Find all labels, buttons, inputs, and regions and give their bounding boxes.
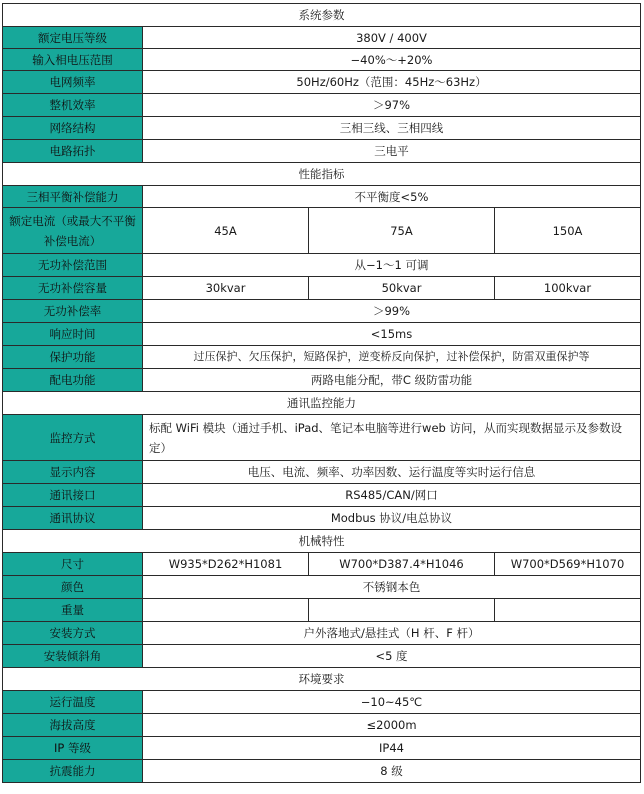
table-row — [3, 277, 641, 300]
row-value: ＞97% — [143, 94, 641, 117]
row-value: IP44 — [143, 737, 641, 760]
table-row — [3, 599, 641, 622]
table-row — [3, 691, 641, 714]
table-row — [3, 117, 641, 140]
table-row — [3, 49, 641, 71]
table-row — [3, 208, 641, 254]
row-value: <15ms — [143, 323, 641, 346]
section-row — [3, 163, 641, 186]
row-value: 50Hz/60Hz（范围：45Hz～63Hz） — [143, 71, 641, 94]
row-label: 网络结构 — [3, 117, 143, 140]
row-label: 额定电压等级 — [3, 27, 143, 49]
table-row — [3, 254, 641, 277]
table-row — [3, 576, 641, 599]
row-value: 过压保护、欠压保护，短路保护，逆变桥反向保护，过补偿保护，防雷双重保护等 — [143, 346, 641, 369]
row-label: IP 等级 — [3, 737, 143, 760]
row-label: 额定电流（或最大不平衡补偿电流） — [3, 208, 143, 254]
table-row — [3, 71, 641, 94]
row-value: 8 级 — [143, 760, 641, 783]
row-value: ＞99% — [143, 300, 641, 323]
row-value: 电压、电流、频率、功率因数、运行温度等实时运行信息 — [143, 461, 641, 484]
section-title-env: 环境要求 — [3, 668, 641, 691]
row-value: −40%～+20% — [143, 49, 641, 71]
table-row — [3, 415, 641, 461]
table-row — [3, 27, 641, 49]
table-row — [3, 622, 641, 645]
row-value: 不平衡度<5% — [143, 186, 641, 208]
row-label: 无功补偿率 — [3, 300, 143, 323]
row-value-model-3 — [495, 599, 641, 622]
row-value: RS485/CAN/网口 — [143, 484, 641, 507]
row-value: ≤2000m — [143, 714, 641, 737]
table-row — [3, 553, 641, 576]
row-value: 从−1～1 可调 — [143, 254, 641, 277]
row-label: 整机效率 — [3, 94, 143, 117]
row-value-model-3: 150A — [495, 208, 641, 254]
row-label: 通讯接口 — [3, 484, 143, 507]
row-value-model-3: 100kvar — [495, 277, 641, 300]
row-label: 海拔高度 — [3, 714, 143, 737]
row-value: 三相三线、三相四线 — [143, 117, 641, 140]
table-row — [3, 186, 641, 208]
table-row — [3, 507, 641, 530]
table-row — [3, 323, 641, 346]
row-label: 保护功能 — [3, 346, 143, 369]
row-label: 安装倾斜角 — [3, 645, 143, 668]
row-label: 颜色 — [3, 576, 143, 599]
row-label: 显示内容 — [3, 461, 143, 484]
spec-table — [2, 3, 641, 783]
row-label: 输入相电压范围 — [3, 49, 143, 71]
table-row — [3, 94, 641, 117]
section-row — [3, 668, 641, 691]
section-title-comm: 通讯监控能力 — [3, 392, 641, 415]
table-row — [3, 714, 641, 737]
row-value: 户外落地式/悬挂式（H 杆、F 杆） — [143, 622, 641, 645]
row-value-model-1: W935*D262*H1081 — [143, 553, 309, 576]
row-value-model-3: W700*D569*H1070 — [495, 553, 641, 576]
table-row — [3, 737, 641, 760]
row-value: 标配 WiFi 模块（通过手机、iPad、笔记本电脑等进行web 访问，从而实现数据显示及参数设定） — [143, 415, 641, 461]
row-label: 运行温度 — [3, 691, 143, 714]
table-row — [3, 346, 641, 369]
table-row — [3, 484, 641, 507]
table-row — [3, 645, 641, 668]
row-label: 抗震能力 — [3, 760, 143, 783]
section-title-performance: 性能指标 — [3, 163, 641, 186]
row-label: 无功补偿容量 — [3, 277, 143, 300]
row-value: 三电平 — [143, 140, 641, 163]
row-label: 无功补偿范围 — [3, 254, 143, 277]
row-label: 尺寸 — [3, 553, 143, 576]
table-row — [3, 760, 641, 783]
row-value: 380V / 400V — [143, 27, 641, 49]
table-row — [3, 461, 641, 484]
row-label: 通讯协议 — [3, 507, 143, 530]
row-label: 电网频率 — [3, 71, 143, 94]
row-label: 监控方式 — [3, 415, 143, 461]
row-value-model-1: 45A — [143, 208, 309, 254]
row-label: 电路拓扑 — [3, 140, 143, 163]
table-row — [3, 300, 641, 323]
row-value: Modbus 协议/电总协议 — [143, 507, 641, 530]
row-value: −10~45℃ — [143, 691, 641, 714]
row-value-model-2: 75A — [309, 208, 495, 254]
row-value-model-2: 50kvar — [309, 277, 495, 300]
row-value: <5 度 — [143, 645, 641, 668]
section-title-system: 系统参数 — [3, 4, 641, 27]
table-row — [3, 369, 641, 392]
row-value-model-1 — [143, 599, 309, 622]
row-label: 重量 — [3, 599, 143, 622]
row-value-model-2: W700*D387.4*H1046 — [309, 553, 495, 576]
section-title-mech: 机械特性 — [3, 530, 641, 553]
section-row — [3, 4, 641, 27]
section-row — [3, 392, 641, 415]
row-value: 不锈钢本色 — [143, 576, 641, 599]
row-label: 响应时间 — [3, 323, 143, 346]
row-value-model-1: 30kvar — [143, 277, 309, 300]
row-label: 配电功能 — [3, 369, 143, 392]
row-value-model-2 — [309, 599, 495, 622]
row-value: 两路电能分配，带C 级防雷功能 — [143, 369, 641, 392]
row-label: 安装方式 — [3, 622, 143, 645]
row-label: 三相平衡补偿能力 — [3, 186, 143, 208]
section-row — [3, 530, 641, 553]
table-row — [3, 140, 641, 163]
